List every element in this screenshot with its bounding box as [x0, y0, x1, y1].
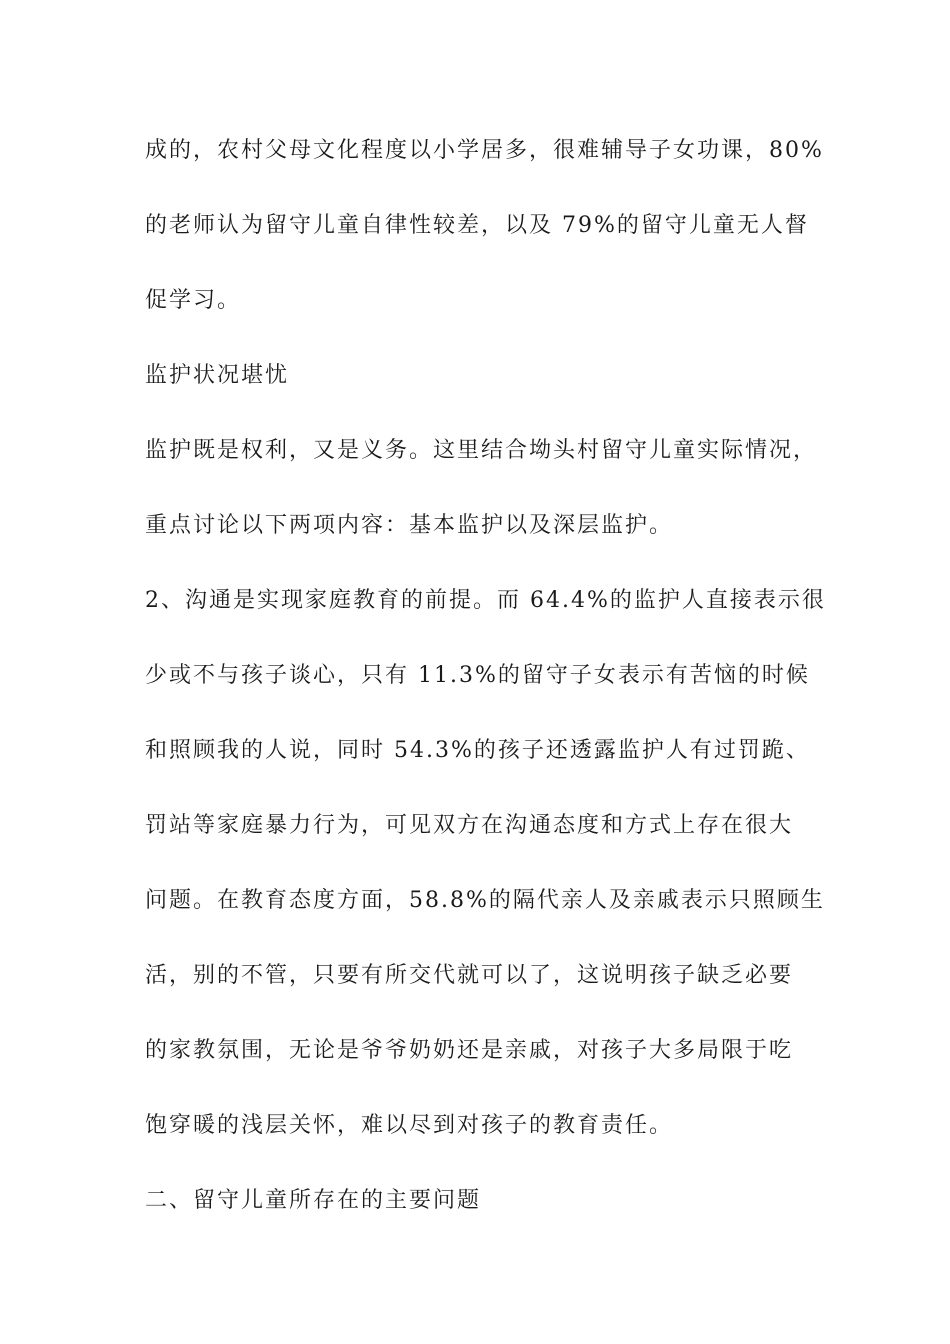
text-line: 罚站等家庭暴力行为，可见双方在沟通态度和方式上存在很大	[145, 813, 794, 838]
text-line: 活，别的不管，只要有所交代就可以了，这说明孩子缺乏必要	[145, 963, 794, 988]
section-heading: 监护状况堪忧	[145, 363, 290, 388]
text-line: 的老师认为留守儿童自律性较差，以及 79%的留守儿童无人督	[145, 213, 809, 238]
text-line: 重点讨论以下两项内容：基本监护以及深层监护。	[145, 513, 674, 538]
text-line: 2、沟通是实现家庭教育的前提。而 64.4%的监护人直接表示很	[145, 588, 826, 613]
section-heading: 二、留守儿童所存在的主要问题	[145, 1188, 482, 1213]
text-line: 成的，农村父母文化程度以小学居多，很难辅导子女功课，80%	[145, 138, 824, 163]
text-line: 和照顾我的人说，同时 54.3%的孩子还透露监护人有过罚跪、	[145, 738, 810, 763]
text-line: 监护既是权利，又是义务。这里结合坳头村留守儿童实际情况，	[145, 438, 818, 463]
text-line: 促学习。	[145, 288, 242, 313]
text-line: 问题。在教育态度方面，58.8%的隔代亲人及亲戚表示只照顾生	[145, 888, 825, 913]
text-line: 的家教氛围，无论是爷爷奶奶还是亲戚，对孩子大多局限于吃	[145, 1038, 794, 1063]
text-line: 少或不与孩子谈心，只有 11.3%的留守子女表示有苦恼的时候	[145, 663, 810, 688]
document-body	[145, 132, 826, 1257]
text-line: 饱穿暖的浅层关怀，难以尽到对孩子的教育责任。	[145, 1113, 674, 1138]
